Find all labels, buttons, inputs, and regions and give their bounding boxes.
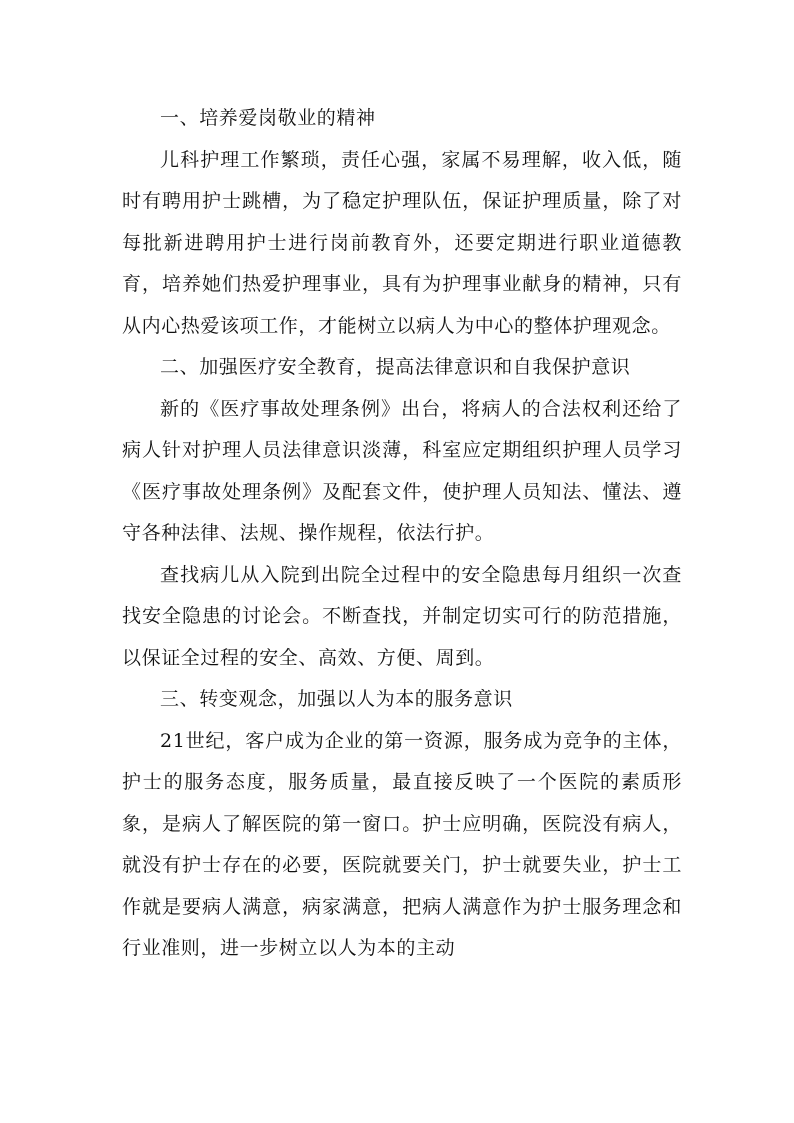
section-heading-3: 三、转变观念，加强以人为本的服务意识	[160, 688, 513, 710]
paragraph: 儿科护理工作繁琐，责任心强，家属不易理解，收入低，随时有聘用护士跳槽，为了稳定护理队伍，保证护理质量，除了对每批新进聘用护士进行岗前教育外，还要定期进行职业道德教育，培养她们热爱护理事业，具有为护理事业献身的精神，只有从内心热爱该项工作，才能树立以病人为中心的整体护理观念。	[122, 148, 682, 337]
section-heading-2: 二、加强医疗安全教育，提高法律意识和自我保护意识	[160, 356, 631, 378]
paragraph: 21世纪，客户成为企业的第一资源，服务成为竞争的主体，护士的服务态度，服务质量，最直接反映了一个医院的素质形象，是病人了解医院的第一窗口。护士应明确，医院没有病人，就没有护士存在的必要，医院就要关门，护士就要失业，护士工作就是要病人满意，病家满意，把病人满意作为护士服务理念和行业准则，进一步树立以人为本的主动	[122, 729, 682, 959]
paragraph: 查找病儿从入院到出院全过程中的安全隐患每月组织一次查找安全隐患的讨论会。不断查找，并制定切实可行的防范措施，以保证全过程的安全、高效、方便、周到。	[122, 563, 682, 669]
document-body	[122, 98, 682, 970]
paragraph: 新的《医疗事故处理条例》出台，将病人的合法权利还给了病人针对护理人员法律意识淡薄，科室应定期组织护理人员学习《医疗事故处理条例》及配套文件，使护理人员知法、懂法、遵守各种法律、法规、操作规程，依法行护。	[122, 397, 682, 544]
section-heading-1: 一、培养爱岗敬业的精神	[160, 107, 376, 129]
